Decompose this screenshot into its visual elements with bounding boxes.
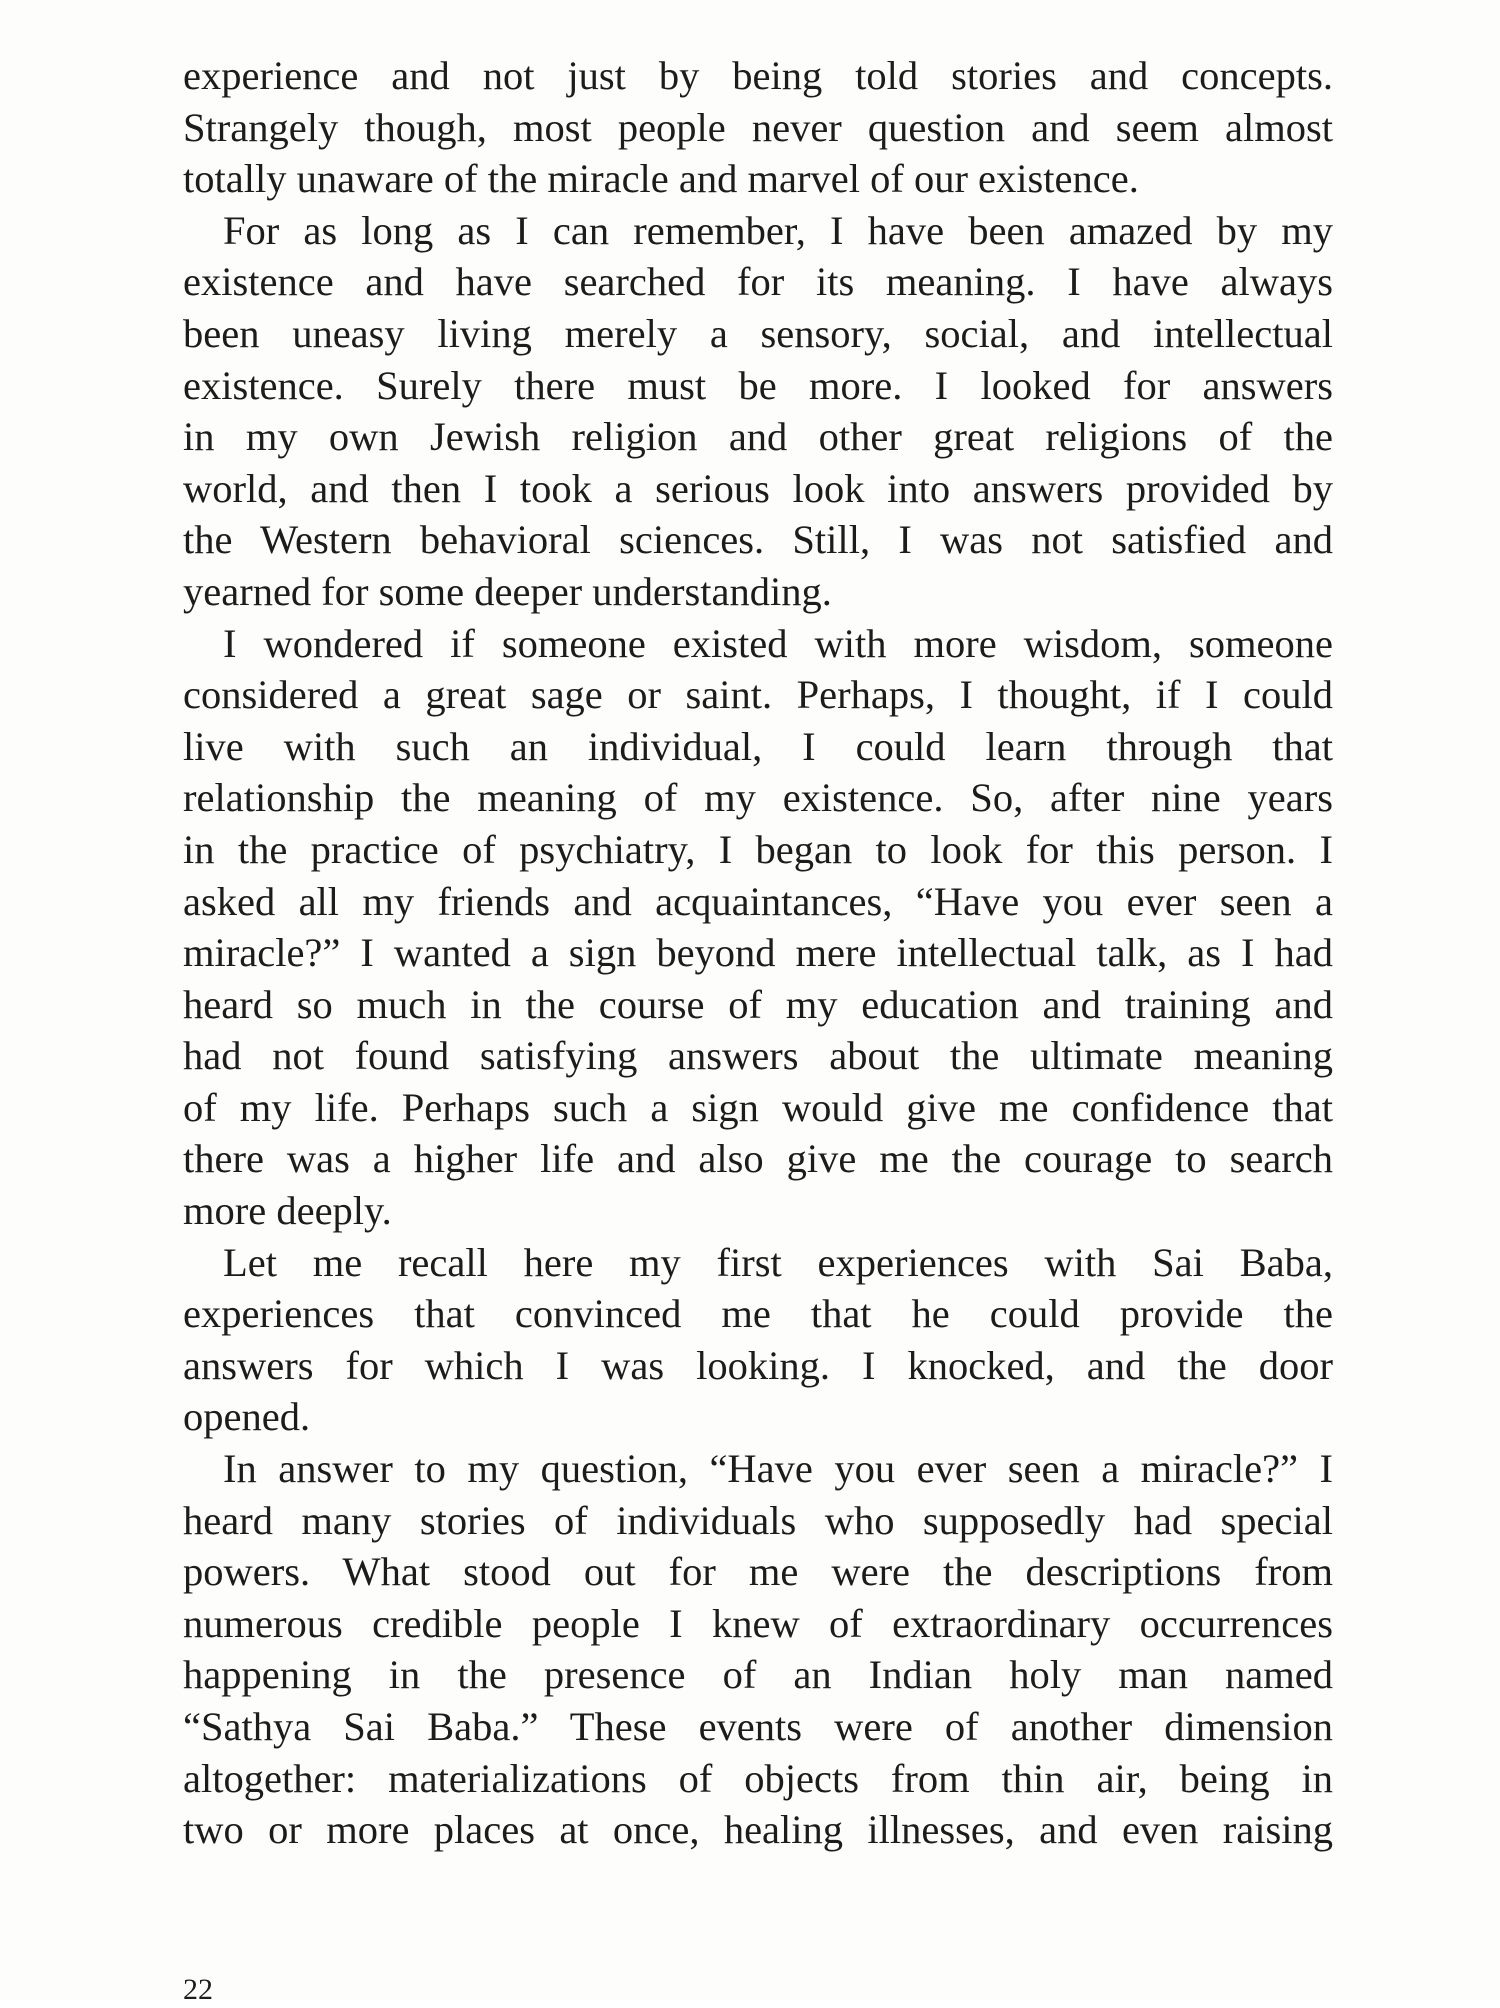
text-line: of my life. Perhaps such a sign would give me confidence that [183,1084,1333,1130]
text-line: I wondered if someone existed with more wisdom, someone [223,620,1333,666]
text-line: the Western behavioral sciences. Still, I was not satisfied and [183,517,1333,563]
paragraph [183,50,1333,205]
text-line: more deeply. [183,1188,392,1234]
paragraph [183,1237,1333,1443]
text-line: experience and not just by being told stories and concepts. [183,53,1333,98]
text-line: considered a great sage or saint. Perhaps, I thought, if I could [183,672,1333,718]
text-line: relationship the meaning of my existence. So, after nine years [183,775,1333,821]
text-line: world, and then I took a serious look into answers provided by [183,465,1333,511]
body-text [183,50,1333,1856]
text-line: answers for which I was looking. I knocked, and the door [183,1342,1333,1388]
text-line: For as long as I can remember, I have been amazed by my [223,207,1333,253]
text-line: existence. Surely there must be more. I looked for answers [183,362,1333,408]
text-line: existence and have searched for its meaning. I have always [183,259,1333,305]
text-line: live with such an individual, I could learn through that [183,723,1333,769]
text-line: powers. What stood out for me were the descriptions from [183,1549,1333,1595]
text-line: Let me recall here my first experiences with Sai Baba, [223,1239,1333,1285]
paragraph [183,205,1333,618]
text-line: experiences that convinced me that he could provide the [183,1291,1333,1337]
text-line: had not found satisfying answers about the ultimate meaning [183,1033,1333,1079]
text-line: asked all my friends and acquaintances, “Have you ever seen a [183,878,1333,924]
text-line: opened. [183,1394,311,1440]
text-line: “Sathya Sai Baba.” These events were of another dimension [183,1704,1333,1749]
text-line: been uneasy living merely a sensory, social, and intellectual [183,310,1333,356]
text-line: there was a higher life and also give me the courage to search [183,1136,1333,1182]
text-line: heard many stories of individuals who supposedly had special [183,1497,1333,1543]
text-line: In answer to my question, “Have you ever seen a miracle?” I [223,1446,1333,1492]
paragraph [183,1443,1333,1856]
text-line: yearned for some deeper understanding. [183,568,832,614]
text-line: in the practice of psychiatry, I began to look for this person. I [183,826,1333,872]
text-line: happening in the presence of an Indian holy man named [183,1652,1333,1698]
text-line: totally unaware of the miracle and marvel of our existence. [183,156,1139,202]
text-line: altogether: materializations of objects from thin air, being in [183,1755,1333,1801]
text-line: Strangely though, most people never question and seem almost [183,104,1333,150]
text-line: miracle?” I wanted a sign beyond mere intellectual talk, as I had [183,930,1333,976]
text-line: heard so much in the course of my education and training and [183,981,1333,1027]
text-line: numerous credible people I knew of extraordinary occurrences [183,1600,1333,1646]
text-line: two or more places at once, healing illnesses, and even raising [183,1807,1333,1853]
text-line: in my own Jewish religion and other great religions of the [183,414,1333,460]
page-number: 22 [183,1973,213,2006]
paragraph [183,618,1333,1237]
